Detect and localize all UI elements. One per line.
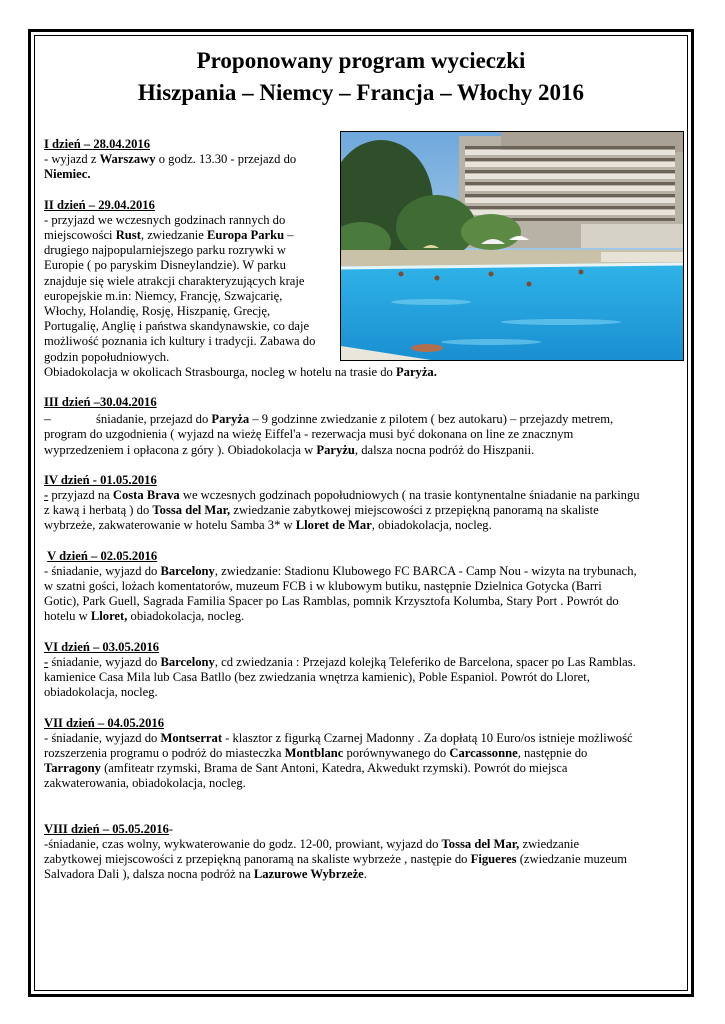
day-heading: I dzień – 28.04.2016 [44,137,151,151]
day-text: - śniadanie, wyjazd do Barcelony, cd zwiedzania : Przejazd kolejką Teleferiko de Barcelona, spacer po Las Ramblas. kamienice Casa Mila lub Casa Batllo (bez zwiedzania wnętrza kamienic), Poble Espaniol. Powrót do Lloret, obiadokolacja, nocleg. [44,654,636,700]
day-text: - śniadanie, wyjazd do Barcelony, zwiedzanie: Stadionu Klubowego FC BARCA - Camp Nou - wizyta na trybunach, w szatni gości, lożach komentatorów, muzeum FCB i w klubowym butiku, następnie Dzielnica Gotycka (Barri Gotic), Park Guell, Sagrada Familia Spacer po Las Ramblas, pomnik Krzysztofa Kolumba, Stary Port . Powrót do hotelu w Lloret, obiadokolacja, nocleg. [44,563,637,624]
day-heading: IV dzień - 01.05.2016 [44,472,157,487]
day-text: -śniadanie, czas wolny, wykwaterowanie do godz. 12-00, prowiant, wyjazd do Tossa del Mar, zwiedzanie zabytkowej miejscowości z przepiękną panoramą na skaliste wybrzeże , następie do Figueres (zwiedzanie muzeum Salvadora Dali ), dalsza nocna podróż na Lazurowe Wybrzeże. [44,836,628,882]
day-text: - śniadanie, wyjazd do Montserrat - klasztor z figurką Czarnej Madonny . Za dopłatą 10 Euro/os istnieje możliwość rozszerzenia programu o podróż do miasteczka Montblanc porównywanego do Carcassonne, następnie do Tarragony (amfiteatr rzymski, Brama de Sant Antoni, Katedra, Akwedukt rzymski). Powrót do miejsca zakwaterowania, obiadokolacja, nocleg. [44,730,633,791]
day-heading: VII dzień – 04.05.2016 [44,715,164,730]
day-text: – śniadanie, przejazd do Paryża – 9 godzinne zwiedzanie z pilotem ( bez autokaru) – przejazdy metrem, program do uzgodnienia ( wyjazd na wieżę Eiffel'a - rezerwacja musi być dokonana on line ze znacznym wyprzedzeniem i opłacona z góry ). Obiadokolacja w Paryżu, dalsza nocna podróż do Hiszpanii. [44,412,614,457]
day-heading: V dzień – 02.05.2016 [47,548,158,563]
day-text: - wyjazd z Warszawy o godz. 13.30 - przejazd do Niemiec. [44,152,297,182]
day-text: - przyjazd we wczesnych godzinach rannych do miejscowości Rust, zwiedzanie Europa Parku – drugiego najpopularniejszego parku rozrywki w Europie ( po paryskim Disneylandzie). W parku znajduje się wiele atrakcji charakteryzujących kraje europejskie m.in: Niemcy, Francję, Szwajcarię, Włochy, Holandię, Rosję, Hiszpanię, Grecję, Portugalię, Anglię i państwa skandynawskie, co daje możliwość poznania ich kultury i tradycji. Zabawa do godzin popołudniowych. Obiadokolacja w okolicach Strasbourga, nocleg w hotelu na trasie do Paryża. [44,212,437,379]
day-text: - przyjazd na Costa Brava we wczesnych godzinach popołudniowych ( na trasie kontynentalne śniadanie na parkingu z kawą i herbatą ) do Tossa del Mar, zwiedzanie zabytkowej miejscowości z przepiękną panoramą na skaliste wybrzeże, zakwaterowanie w hotelu Samba 3* w Lloret de Mar, obiadokolacja, nocleg. [44,488,640,533]
page-title: Proponowany program wycieczki [196,48,526,73]
day-heading: VIII dzień – 05.05.2016 [44,821,169,836]
itinerary: I dzień – 28.04.2016 - wyjazd z Warszawy o godz. 13.30 - przejazd do Niemiec. II dzień – 29.04.2016 - przyjazd we wczesnych godzinach rannych do miejscowości Rust, zwiedzanie Europa Parku – drugiego najpopularniejszego parku rozrywki w Europie ( po paryskim Disneylandzie). W parku znajduje się wiele atrakcji charakteryzujących kraje europejskie m.in: Niemcy, Francję, Szwajcarię, Włochy, Holandię, Rosję, Hiszpanię, Grecję, Portugalię, Anglię i państwa skandynawskie, co daje możliwość poznania ich kultury i tradycji. Zabawa do godzin popołudniowych. Obiadokolacja w okolicach Strasbourga, nocleg w hotelu na trasie do Paryża. III dzień –30.04.2016 – śniadanie, przejazd do Paryża – 9 godzinne zwiedzanie z pilotem ( bez autokaru) – przejazdy metrem, program do uzgodnienia ( wyjazd na wieżę Eiffel'a - rezerwacja musi być dokonana on line ze znacznym wyprzedzeniem i opłacona z góry ). Obiadokolacja w Paryżu, dalsza nocna podróż do Hiszpanii. IV dzień - 01.05.2016 - przyjazd na Costa Brava we wczesnych godzinach popołudniowych ( na trasie kontynentalne śniadanie na parkingu z kawą i herbatą ) do Tossa del Mar, zwiedzanie zabytkowej miejscowości z przepiękną panoramą na skaliste wybrzeże, zakwaterowanie w hotelu Samba 3* w Lloret de Mar, obiadokolacja, nocleg. V dzień – 02.05.2016 - śniadanie, wyjazd do Barcelony, zwiedzanie: Stadionu Klubowego FC BARCA - Camp Nou - wizyta na trybunach, w szatni gości, lożach komentatorów, muzeum FCB i w klubowym butiku, następnie Dzielnica Gotycka (Barri Gotic), Park Guell, Sagrada Familia Spacer po Las Ramblas, pomnik Krzysztofa Kolumba, Stary Port . Powrót do hotelu w Lloret, obiadokolacja, nocleg. VI dzień – 03.05.2016 - śniadanie, wyjazd do Barcelony, cd zwiedzania : Przejazd kolejką Teleferiko de Barcelona, spacer po Las Ramblas. kamienice Casa Mila lub Casa Batllo (bez zwiedzania wnętrza kamienic), Poble Espaniol. Powrót do Lloret, obiadokolacja, nocleg. VII dzień – 04.05.2016 - śniadanie, wyjazd do Montserrat - klasztor z figurką Czarnej Madonny . Za dopłatą 10 Euro/os istnieje możliwość rozszerzenia programu o podróż do miasteczka Montblanc porównywanego do Carcassonne, następnie do Tarragony (amfiteatr rzymski, Brama de Sant Antoni, Katedra, Akwedukt rzymski). Powrót do miejsca zakwaterowania, obiadokolacja, nocleg. VIII dzień – 05.05.2016- -śniadanie, czas wolny, wykwaterowanie do godz. 12-00, prowiant, wyjazd do Tossa del Mar, zwiedzanie zabytkowej miejscowości z przepiękną panoramą na skaliste wybrzeże , następie do Figueres (zwiedzanie muzeum Salvadora Dali ), dalsza nocna podróż na Lazurowe Wybrzeże. [44,137,684,882]
day-heading: VI dzień – 03.05.2016 [44,639,160,654]
page-subtitle: Hiszpania – Niemcy – Francja – Włochy 2016 [137,80,585,105]
day-heading: II dzień – 29.04.2016 [44,197,155,212]
day-heading: III dzień –30.04.2016 [44,395,157,410]
